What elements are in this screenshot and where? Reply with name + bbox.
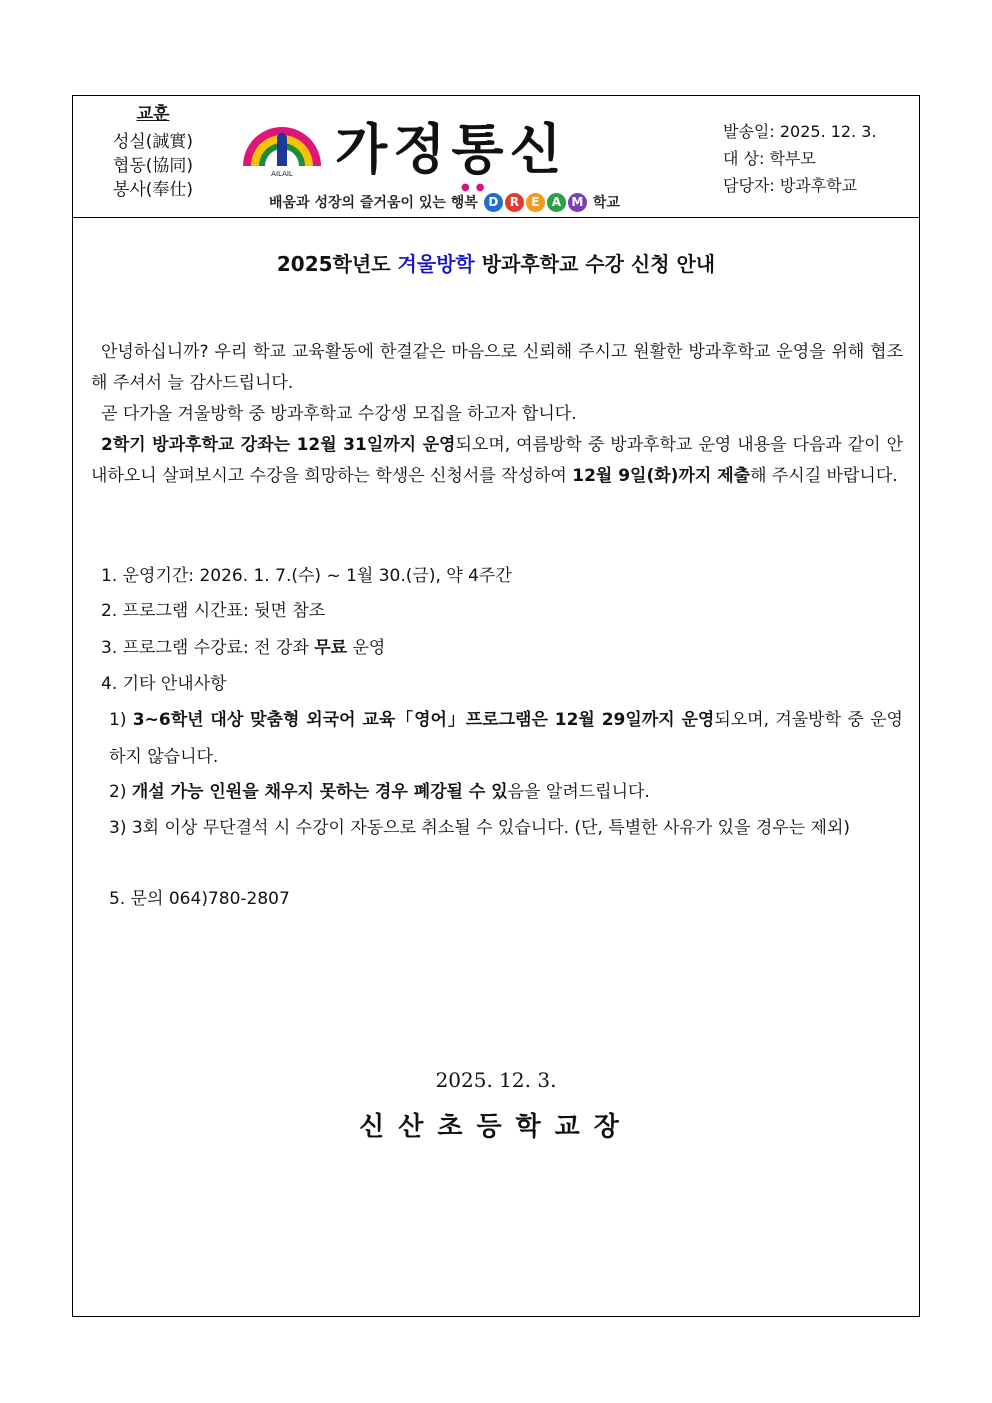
intro-paragraph: 곧 다가올 겨울방학 중 방과후학교 수강생 모집을 하고자 합니다. [101, 404, 577, 424]
notice-bold-1: 2학기 방과후학교 강좌는 12월 31일까지 운영 [101, 435, 456, 455]
dream-letter-e: E [526, 193, 545, 212]
slogan-suffix: 학교 [592, 195, 620, 211]
fee-bold: 무료 [314, 638, 348, 658]
dream-letter-d: D [484, 193, 503, 212]
document-title [73, 248, 919, 277]
newsletter-title: 가정통신 [335, 118, 568, 181]
title-suffix: 방과후학교 수강 신청 안내 [481, 252, 716, 276]
item-timetable: 2. 프로그램 시간표: 뒷면 참조 [101, 601, 326, 621]
item-period: 1. 운영기간: 2026. 1. 7.(수) ~ 1월 30.(금), 약 4주간 [101, 566, 512, 586]
item-inquiry: 5. 문의 064)780-2807 [109, 889, 290, 909]
fee-post: 운영 [347, 638, 386, 658]
subitem-english [109, 702, 903, 776]
motto-title: 교훈 [136, 104, 170, 124]
contact-person: 담당자: 방과후학교 [723, 176, 858, 195]
sub2-bold: 개설 가능 인원을 채우지 못하는 경우 폐강될 수 있 [131, 782, 508, 802]
school-logo-icon [239, 110, 325, 178]
issue-info [723, 118, 877, 199]
school-motto [83, 102, 223, 202]
audience: 대 상: 학부모 [723, 149, 816, 168]
title-prefix: 2025학년도 [276, 252, 391, 276]
sub2-num: 2) [109, 782, 132, 802]
subitem-absence: 3) 3회 이상 무단결석 시 수강이 자동으로 취소될 수 있습니다. (단, 특별한 사유가 있을 경우는 제외) [109, 818, 851, 838]
document-frame [72, 95, 920, 1317]
school-slogan [269, 192, 620, 212]
motto-line: 성실(誠實) [112, 132, 194, 152]
notice-bold-2: 12월 9일(화)까지 제출 [572, 466, 751, 486]
sub1-num: 1) [109, 710, 133, 730]
subitem-cancel [109, 774, 903, 811]
slogan-prefix: 배움과 성장의 즐거움이 있는 행복 [269, 195, 478, 211]
motto-line: 협동(協同) [112, 156, 194, 176]
sub2-rest: 음을 알려드립니다. [507, 782, 650, 802]
issue-date: 발송일: 2025. 12. 3. [723, 122, 877, 141]
sub1-bold: 3~6학년 대상 맞춤형 외국어 교육「영어」프로그램은 12월 29일까지 운영 [132, 710, 715, 730]
motto-line: 봉사(奉仕) [112, 180, 194, 200]
emphasis-dots: ●● [461, 182, 491, 193]
principal-signature: 신산초등학교장 [359, 1112, 633, 1142]
item-other: 4. 기타 안내사항 [101, 674, 227, 694]
item-fee [101, 633, 385, 664]
title-highlight: 겨울방학 [397, 252, 475, 276]
notice-end: 해 주시길 바랍니다. [750, 466, 898, 486]
notice-text: 되오며, 여름방학 중 방과후학교 운영 내용을 다음과 같이 안내하오니 살펴보시고 수강을 희망하는 학생은 신청서를 작성하여 [91, 435, 903, 486]
fee-pre: 3. 프로그램 수강료: 전 강좌 [101, 638, 315, 658]
dream-letter-m: M [568, 193, 587, 212]
sub1-rest: 되오며, 겨울방학 중 운영하지 않습니다. [109, 710, 903, 767]
newsletter-header [73, 96, 919, 218]
notice-paragraph [91, 430, 903, 492]
greeting-paragraph: 안녕하십니까? 우리 학교 교육활동에 한결같은 마음으로 신뢰해 주시고 원활한 방과후학교 운영을 위해 협조해 주셔서 늘 감사드립니다. [91, 342, 903, 393]
dream-badges [484, 193, 587, 212]
footer-date: 2025. 12. 3. [435, 1068, 557, 1092]
dream-letter-r: R [505, 193, 524, 212]
logo-text: AILAIL [271, 170, 293, 178]
dream-letter-a: A [547, 193, 566, 212]
